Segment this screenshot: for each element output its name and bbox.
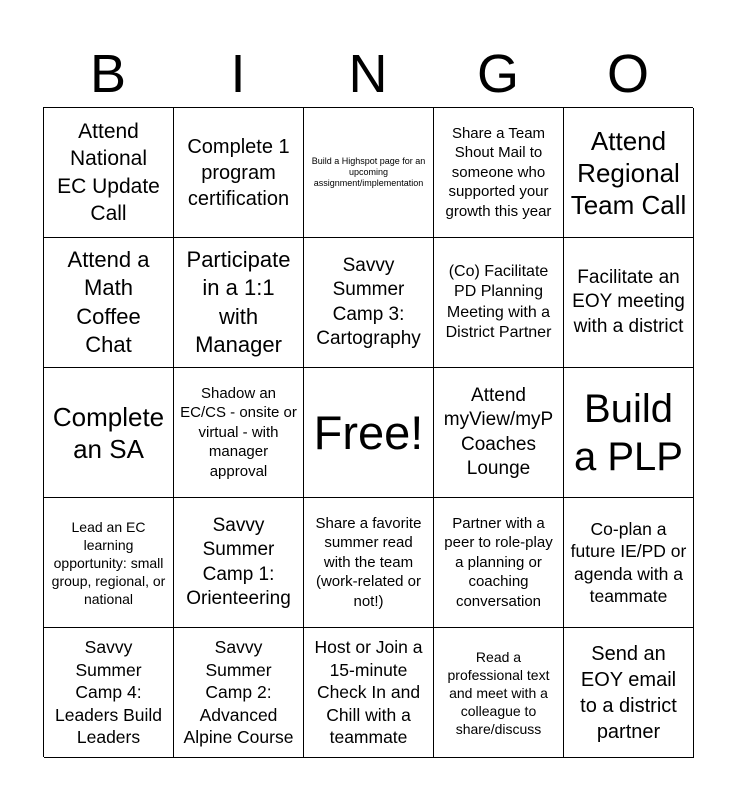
bingo-cell[interactable]	[174, 628, 304, 758]
bingo-cell[interactable]	[44, 498, 174, 628]
bingo-cell[interactable]	[304, 108, 434, 238]
cell-text: Lead an EC learning opportunity: small group, regional, or national	[51, 518, 166, 607]
cell-text: Partner with a peer to role-play a planning or coaching conversation	[444, 514, 553, 610]
free-space-text: Free!	[313, 405, 424, 459]
bingo-cell[interactable]	[304, 238, 434, 368]
bingo-cell[interactable]	[44, 368, 174, 498]
header-letter-b: B	[89, 44, 127, 104]
bingo-cell[interactable]	[304, 498, 434, 628]
cell-text: Complete 1 program certification	[187, 135, 290, 210]
cell-text: Build a PLP	[574, 386, 683, 479]
bingo-cell[interactable]	[434, 628, 564, 758]
header-letter-i: I	[230, 44, 246, 104]
bingo-cell[interactable]	[174, 498, 304, 628]
bingo-cell[interactable]	[44, 108, 174, 238]
bingo-cell[interactable]	[434, 368, 564, 498]
bingo-cell[interactable]	[174, 368, 304, 498]
bingo-cell[interactable]	[434, 238, 564, 368]
bingo-cell[interactable]	[304, 628, 434, 758]
cell-text: Savvy Summer Camp 3: Cartography	[316, 254, 421, 349]
bingo-cell[interactable]	[174, 108, 304, 238]
cell-text: Attend Regional Team Call	[570, 125, 687, 220]
cell-text: Savvy Summer Camp 4: Leaders Build Leaders	[54, 637, 163, 748]
cell-text: (Co) Facilitate PD Planning Meeting with a District Partner	[445, 262, 552, 341]
cell-text: Complete an SA	[52, 401, 165, 464]
cell-text: Read a professional text and meet with a colleague to share/discuss	[447, 648, 550, 737]
cell-text: Savvy Summer Camp 2: Advanced Alpine Course	[183, 637, 294, 748]
header-letter-o: O	[606, 44, 649, 104]
cell-text: Share a favorite summer read with the team (work-related or not!)	[315, 514, 422, 610]
bingo-cell[interactable]	[434, 108, 564, 238]
cell-text: Facilitate an EOY meeting with a district	[572, 266, 685, 337]
bingo-cell[interactable]	[434, 498, 564, 628]
cell-text: Shadow an EC/CS - onsite or virtual - with manager approval	[180, 384, 297, 480]
bingo-card-grid	[43, 107, 693, 757]
header-letter-n: N	[348, 44, 388, 104]
cell-text: Attend a Math Coffee Chat	[67, 246, 150, 357]
cell-text: Participate in a 1:1 with Manager	[186, 246, 291, 357]
cell-text: Build a Highspot page for an upcoming assignment/implementation	[311, 156, 426, 188]
bingo-cell[interactable]	[564, 238, 694, 368]
cell-text: Send an EOY email to a district partner	[580, 642, 677, 743]
cell-text: Co-plan a future IE/PD or agenda with a teammate	[570, 518, 687, 606]
bingo-cell[interactable]	[44, 238, 174, 368]
cell-text: Share a Team Shout Mail to someone who supported your growth this year	[445, 124, 552, 220]
cell-text: Savvy Summer Camp 1: Orienteering	[186, 514, 291, 609]
cell-text: Host or Join a 15-minute Check In and Chill with a teammate	[314, 637, 423, 748]
bingo-cell[interactable]	[564, 498, 694, 628]
header-letter-g: G	[476, 44, 519, 104]
bingo-cell[interactable]	[564, 628, 694, 758]
cell-text: Attend myView/myP Coaches Lounge	[443, 384, 554, 479]
bingo-cell[interactable]	[174, 238, 304, 368]
bingo-cell[interactable]	[44, 628, 174, 758]
bingo-cell[interactable]	[564, 368, 694, 498]
bingo-cell[interactable]	[564, 108, 694, 238]
cell-text: Attend National EC Update Call	[57, 119, 160, 225]
bingo-header	[43, 40, 693, 108]
free-space-cell[interactable]	[304, 368, 434, 498]
